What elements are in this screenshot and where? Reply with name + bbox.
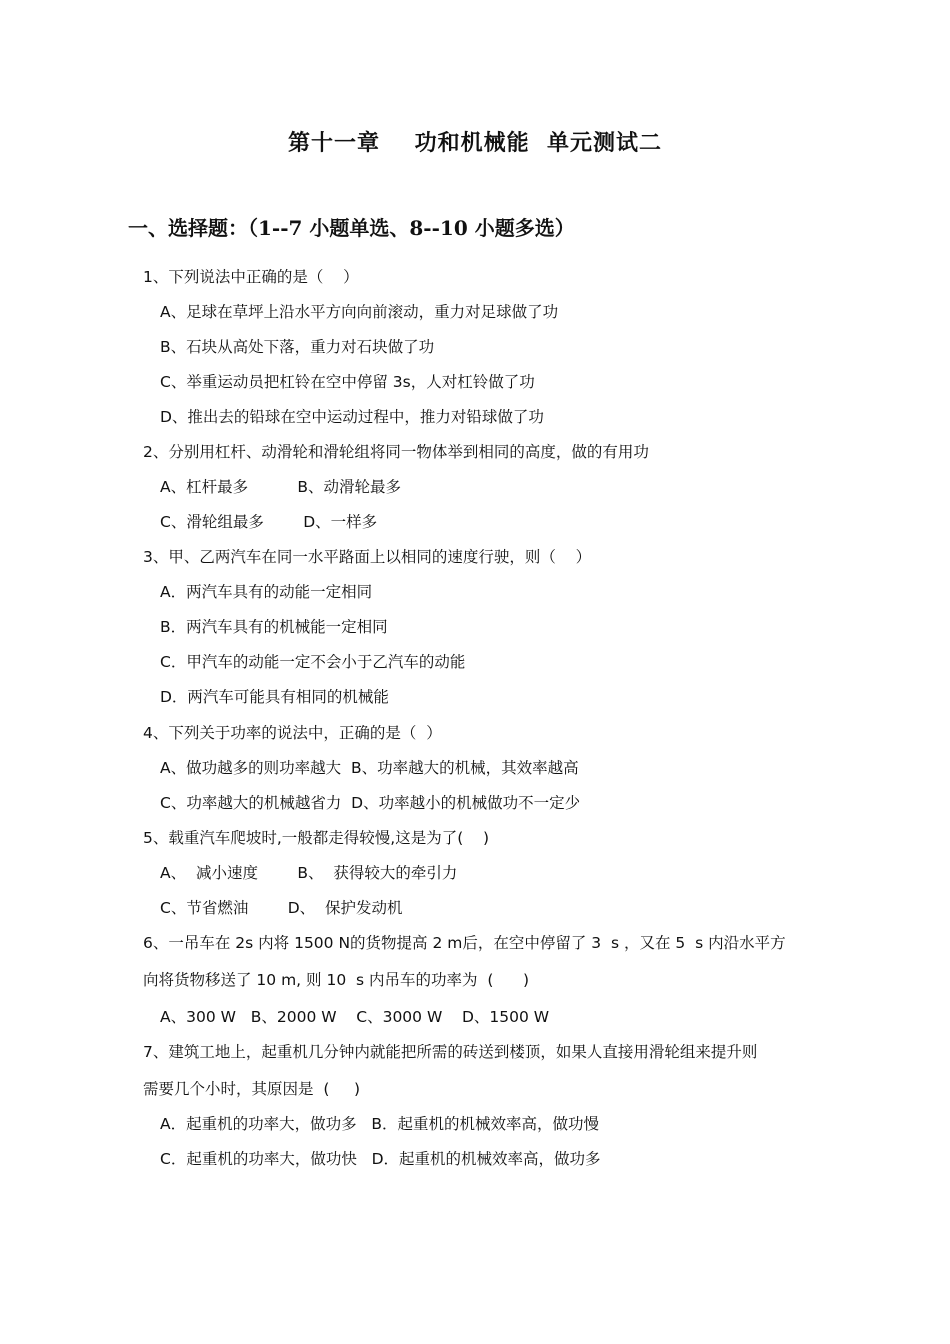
question-option: C、功率越大的机械越省力 D、功率越小的机械做功不一定少	[160, 794, 581, 812]
question-option: C、节省燃油 D、 保护发动机	[160, 899, 403, 917]
question-option: A、做功越多的则功率越大 B、功率越大的机械，其效率越高	[160, 759, 579, 777]
question-option: A．起重机的功率大，做功多 B．起重机的机械效率高，做功慢	[160, 1115, 600, 1133]
question-option: A．两汽车具有的动能一定相同	[160, 583, 373, 601]
question-option: A、杠杆最多 B、动滑轮最多	[160, 478, 402, 496]
question-option: C、举重运动员把杠铃在空中停留 3s，人对杠铃做了功	[160, 373, 535, 391]
question-option: B、石块从高处下落，重力对石块做了功	[160, 338, 435, 356]
question-option: D．两汽车可能具有相同的机械能	[160, 688, 389, 706]
question-stem-continued: 向将货物移送了 10 m, 则 10 s 内吊车的功率为 ( )	[143, 971, 530, 989]
question-option: A、足球在草坪上沿水平方向向前滚动，重力对足球做了功	[160, 303, 559, 321]
question-stem: 4、下列关于功率的说法中，正确的是（ ）	[143, 724, 442, 742]
question-option: A、300 W B、2000 W C、3000 W D、1500 W	[160, 1008, 550, 1026]
page-title: 第十一章 功和机械能 单元测试二	[288, 130, 662, 156]
question-option: C．起重机的功率大，做功快 D．起重机的机械效率高，做功多	[160, 1150, 601, 1168]
question-stem: 1、下列说法中正确的是（ ）	[143, 268, 359, 286]
question-option: C、滑轮组最多 D、一样多	[160, 513, 378, 531]
question-option: A、 减小速度 B、 获得较大的牵引力	[160, 864, 458, 882]
question-stem: 2、分别用杠杆、动滑轮和滑轮组将同一物体举到相同的高度，做的有用功	[143, 443, 649, 461]
question-option: D、推出去的铅球在空中运动过程中，推力对铅球做了功	[160, 408, 544, 426]
question-option: C．甲汽车的动能一定不会小于乙汽车的动能	[160, 653, 466, 671]
section-heading: 一、选择题：（1--7 小题单选、8--10 小题多选）	[128, 216, 575, 240]
question-stem: 7、建筑工地上，起重机几分钟内就能把所需的砖送到楼顶，如果人直接用滑轮组来提升则	[143, 1043, 758, 1061]
question-stem: 5、载重汽车爬坡时,一般都走得较慢,这是为了( )	[143, 829, 490, 847]
question-stem-continued: 需要几个小时，其原因是 ( )	[143, 1080, 361, 1098]
question-option: B．两汽车具有的机械能一定相同	[160, 618, 388, 636]
question-stem: 3、甲、乙两汽车在同一水平路面上以相同的速度行驶，则（ ）	[143, 548, 592, 566]
question-stem: 6、一吊车在 2s 内将 1500 N的货物提高 2 m后，在空中停留了 3 s ，又在 5 s 内沿水平方	[143, 934, 786, 952]
